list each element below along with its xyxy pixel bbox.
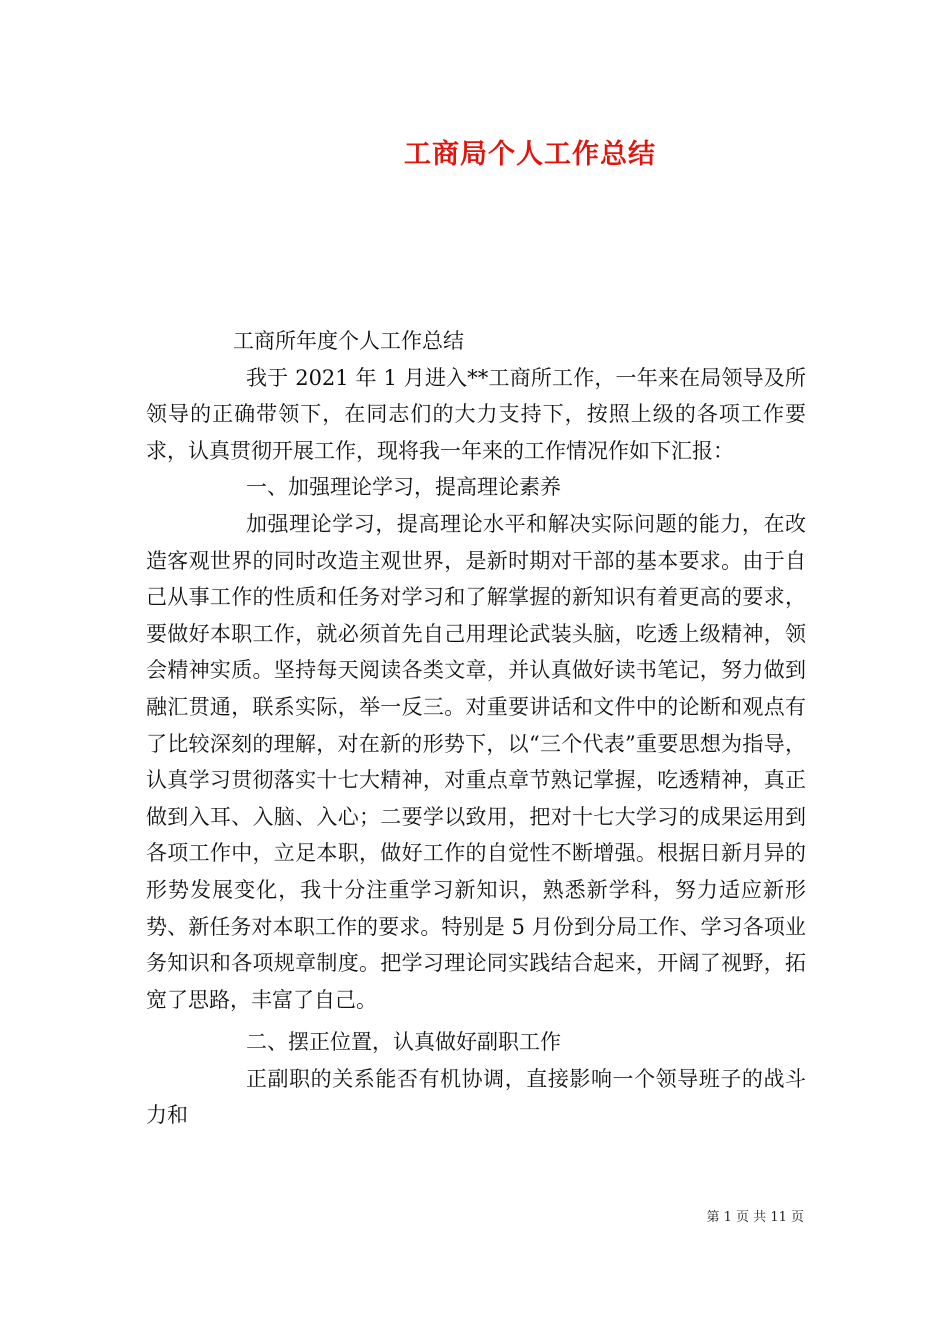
section-heading-1: 一、加强理论学习，提高理论素养 — [246, 475, 561, 500]
page-number-footer: 第 1 页 共 11 页 — [706, 1210, 804, 1225]
section-1-paragraph: 加强理论学习，提高理论水平和解决实际问题的能力，在改造客观世界的同时改造主观世界，是新时期对干部的基本要求。由于自己从事工作的性质和任务对学习和了解掌握的新知识有着更高的要求，要做好本职工作，就必须首先自己用理论武装头脑，吃透上级精神，领会精神实质。坚持每天阅读各类文章，并认真做好读书笔记，努力做到融汇贯通，联系实际，举一反三。对重要讲话和文件中的论断和观点有了比较深刻的理解，对在新的形势下，以“三个代表”重要思想为指导，认真学习贯彻落实十七大精神，对重点章节熟记掌握，吃透精神，真正做到入耳、入脑、入心；二要学以致用，把对十七大学习的成果运用到各项工作中，立足本职，做好工作的自觉性不断增强。根据日新月异的形势发展变化，我十分注重学习新知识，熟悉新学科，努力适应新形势、新任务对本职工作的要求。特别是 5 月份到分局工作、学习各项业务知识和各项规章制度。把学习理论同实践结合起来，开阔了视野，拓宽了思路，丰富了自己。 — [146, 511, 806, 1012]
intro-paragraph: 我于 2021 年 1 月进入**工商所工作，一年来在局领导及所领导的正确带领下，在同志们的大力支持下，按照上级的各项工作要求，认真贯彻开展工作，现将我一年来的工作情况作如下汇报： — [146, 365, 806, 463]
document-body — [146, 323, 806, 1134]
section-2-paragraph: 正副职的关系能否有机协调，直接影响一个领导班子的战斗力和 — [146, 1066, 806, 1128]
document-subtitle: 工商所年度个人工作总结 — [233, 329, 464, 353]
section-heading-2: 二、摆正位置，认真做好副职工作 — [246, 1030, 561, 1055]
document-title: 工商局个人工作总结 — [404, 139, 656, 170]
